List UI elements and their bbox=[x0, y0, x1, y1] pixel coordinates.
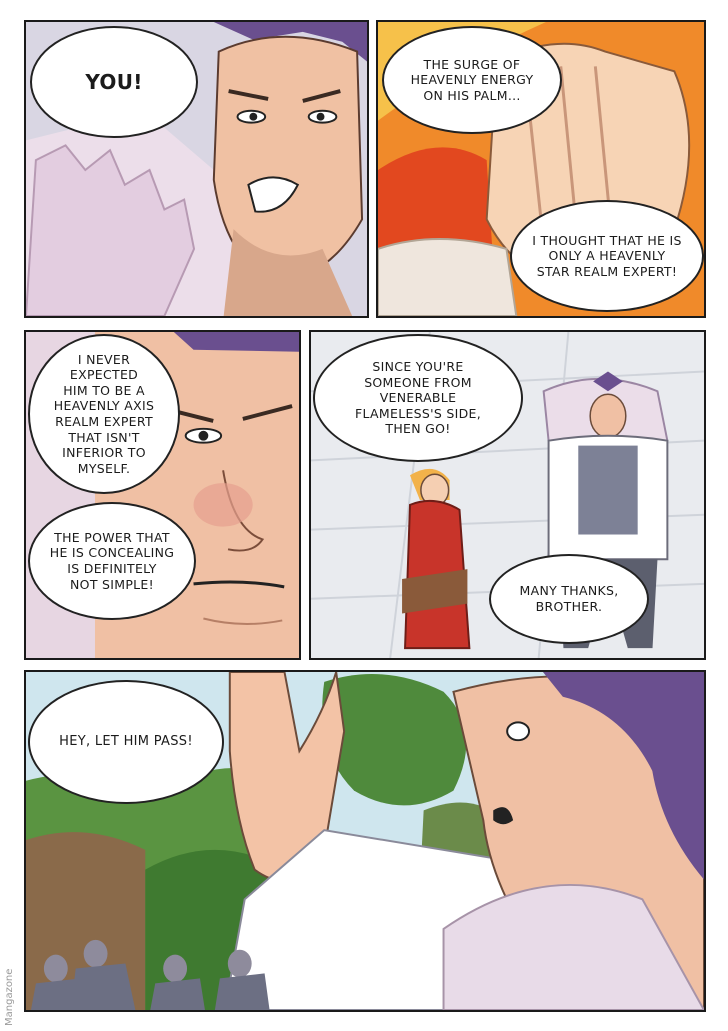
watermark-label: Mangazone bbox=[4, 968, 15, 1026]
speech-bubble-top bbox=[313, 334, 523, 462]
speech-bubble bbox=[28, 680, 224, 804]
bubble-text: HEY, LET HIM PASS! bbox=[59, 733, 193, 749]
speech-bubble-top bbox=[28, 334, 180, 494]
speech-bubble-top bbox=[382, 26, 562, 134]
bubble-text: THE SURGE OF HEAVENLY ENERGY ON HIS PALM... bbox=[410, 56, 534, 103]
panel-4 bbox=[309, 330, 706, 660]
panel-2 bbox=[376, 20, 706, 318]
speech-bubble-bottom bbox=[510, 200, 704, 312]
bubble-text: I NEVER EXPECTED HIM TO BE A HEAVENLY AXIS REALM EXPERT THAT ISN'T INFERIOR TO MYSELF. bbox=[53, 351, 155, 476]
bubble-text: I THOUGHT THAT HE IS ONLY A HEAVENLY STAR REALM EXPERT! bbox=[532, 232, 682, 279]
speech-bubble-bottom bbox=[489, 554, 649, 644]
bubble-text: THE POWER THAT HE IS CONCEALING IS DEFINITELY NOT SIMPLE! bbox=[49, 529, 175, 592]
bubble-text: MANY THANKS, BROTHER. bbox=[519, 583, 619, 614]
panel-1 bbox=[24, 20, 369, 318]
bubble-text: YOU! bbox=[85, 69, 143, 94]
panel-5 bbox=[24, 670, 706, 1012]
speech-bubble bbox=[30, 26, 198, 138]
panel-3 bbox=[24, 330, 301, 660]
speech-bubble-bottom bbox=[28, 502, 196, 620]
bubble-text: SINCE YOU'RE SOMEONE FROM VENERABLE FLAMELESS'S SIDE, THEN GO! bbox=[355, 358, 481, 437]
